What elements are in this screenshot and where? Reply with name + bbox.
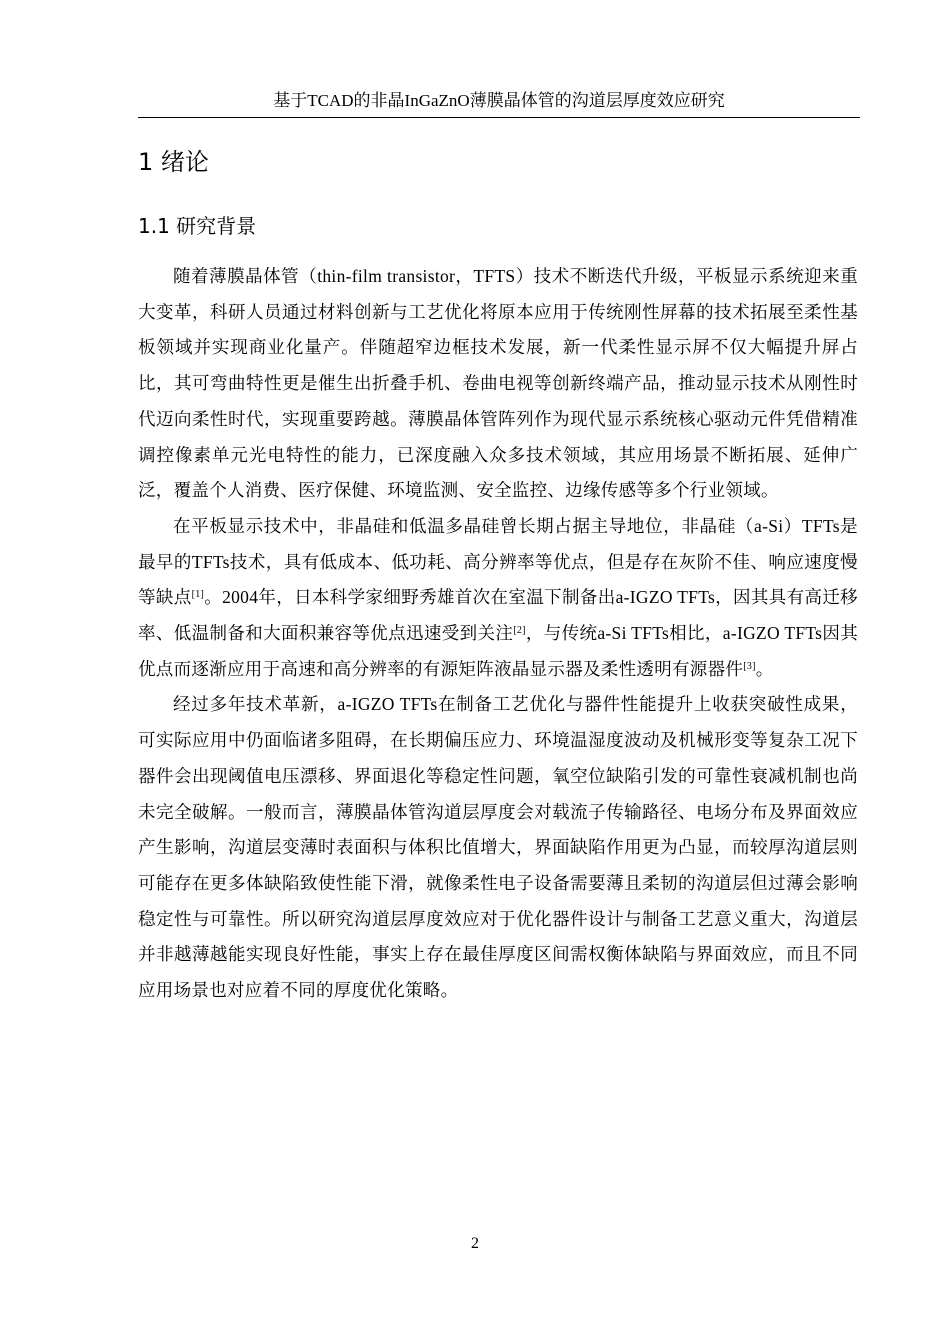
body-text [138,259,858,1009]
running-header: 基于TCAD的非晶InGaZnO薄膜晶体管的沟道层厚度效应研究 [273,91,725,110]
header-rule [138,117,860,118]
citation-2[interactable]: [2] [513,625,526,637]
paragraph-1: 随着薄膜晶体管（thin-film transistor，TFTS）技术不断迭代升级，平板显示系统迎来重大变革，科研人员通过材料创新与工艺优化将原本应用于传统刚性屏幕的技术拓展至柔性基板领域并实现商业化量产。伴随超窄边框技术发展，新一代柔性显示屏不仅大幅提升屏占比，其可弯曲特性更是催生出折叠手机、卷曲电视等创新终端产品，推动显示技术从刚性时代迈向柔性时代，实现重要跨越。薄膜晶体管阵列作为现代显示系统核心驱动元件凭借精准调控像素单元光电特性的能力，已深度融入众多技术领域，其应用场景不断拓展、延伸广泛，覆盖个人消费、医疗保健、环境监测、安全监控、边缘传感等多个行业领域。 [138,266,858,501]
paragraph-2-text-c: ，与传统a-Si TFTs相比，a-IGZO TFTs因其优点而逐渐应用于高速和高分辨率的有源矩阵液晶显示器及柔性透明有源器件 [138,623,858,679]
citation-1[interactable]: [1] [191,589,205,601]
paragraph-2-text-d: 。 [755,658,774,679]
chapter-title: 1 绪论 [138,148,209,176]
section-title: 1.1 研究背景 [138,214,257,238]
paragraph-2-text-b: 。2004年，日本科学家细野秀雄首次在室温下制备出a-IGZO TFTs，因其具有高迁移率、低温制备和大面积兼容等优点迅速受到关注 [138,587,858,644]
paragraph-2-text-a: 在平板显示技术中，非晶硅和低温多晶硅曾长期占据主导地位，非晶硅（a-Si）TFTs是最早的TFTs技术，具有低成本、低功耗、高分辨率等优点，但是存在灰阶不佳、响应速度慢等缺点 [138,515,858,608]
citation-3[interactable]: [3] [743,660,756,672]
paragraph-2 [138,509,858,688]
page-number: 2 [471,1235,479,1252]
paragraph-3: 经过多年技术革新，a-IGZO TFTs在制备工艺优化与器件性能提升上收获突破性成果，可实际应用中仍面临诸多阻碍，在长期偏压应力、环境温湿度波动及机械形变等复杂工况下器件会出现阈值电压漂移、界面退化等稳定性问题，氧空位缺陷引发的可靠性衰减机制也尚未完全破解。一般而言，薄膜晶体管沟道层厚度会对载流子传输路径、电场分布及界面效应产生影响，沟道层变薄时表面积与体积比值增大，界面缺陷作用更为凸显，而较厚沟道层则可能存在更多体缺陷致使性能下滑，就像柔性电子设备需要薄且柔韧的沟道层但过薄会影响稳定性与可靠性。所以研究沟道层厚度效应对于优化器件设计与制备工艺意义重大，沟道层并非越薄越能实现良好性能，事实上存在最佳厚度区间需权衡体缺陷与界面效应，而且不同应用场景也对应着不同的厚度优化策略。 [138,694,858,1001]
